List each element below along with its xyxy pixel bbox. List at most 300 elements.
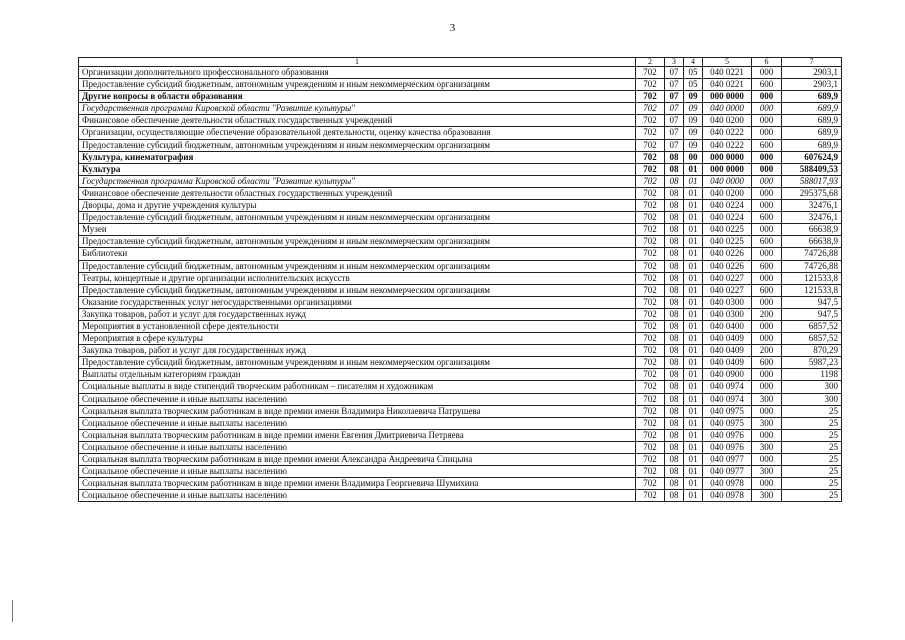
amount-cell: 66638,9 [782, 236, 842, 248]
table-row [79, 127, 842, 139]
table-row [79, 103, 842, 115]
ministry-code-cell: 702 [636, 429, 665, 441]
target-article-cell: 040 0221 [703, 79, 752, 91]
section-code-cell: 08 [665, 369, 684, 381]
expense-type-cell: 000 [752, 200, 782, 212]
expense-type-cell: 600 [752, 212, 782, 224]
section-code-cell: 08 [665, 212, 684, 224]
expense-type-cell: 000 [752, 296, 782, 308]
amount-cell: 6857,52 [782, 320, 842, 332]
ministry-code-cell: 702 [636, 224, 665, 236]
subsection-code-cell: 05 [684, 79, 703, 91]
expense-type-cell: 600 [752, 79, 782, 91]
subsection-code-cell: 01 [684, 272, 703, 284]
amount-cell: 74726,88 [782, 260, 842, 272]
header-cell: 3 [665, 58, 684, 67]
ministry-code-cell: 702 [636, 345, 665, 357]
subsection-code-cell: 01 [684, 248, 703, 260]
header-cell: 6 [752, 58, 782, 67]
table-body [79, 58, 842, 502]
subsection-code-cell: 01 [684, 429, 703, 441]
table-row [79, 187, 842, 199]
row-name-cell: Организации дополнительного профессионального образования [79, 67, 636, 79]
amount-cell: 25 [782, 466, 842, 478]
amount-cell: 121533,8 [782, 284, 842, 296]
section-code-cell: 08 [665, 224, 684, 236]
ministry-code-cell: 702 [636, 308, 665, 320]
subsection-code-cell: 01 [684, 454, 703, 466]
row-name-cell: Социальная выплата творческим работникам в виде премии имени Евгения Дмитриевича Петряева [79, 429, 636, 441]
row-name-cell: Финансовое обеспечение деятельности областных государственных учреждений [79, 187, 636, 199]
table-row [79, 393, 842, 405]
margin-mark [12, 600, 13, 622]
amount-cell: 25 [782, 441, 842, 453]
section-code-cell: 07 [665, 91, 684, 103]
row-name-cell: Мероприятия в сфере культуры [79, 333, 636, 345]
row-name-cell: Социальная выплата творческим работникам в виде премии имени Владимира Георгиевича Шумихина [79, 478, 636, 490]
section-code-cell: 08 [665, 260, 684, 272]
section-code-cell: 08 [665, 163, 684, 175]
target-article-cell: 040 0400 [703, 320, 752, 332]
amount-cell: 588017,93 [782, 175, 842, 187]
subsection-code-cell: 01 [684, 490, 703, 502]
subsection-code-cell: 01 [684, 284, 703, 296]
table-row [79, 163, 842, 175]
section-code-cell: 08 [665, 236, 684, 248]
section-code-cell: 08 [665, 441, 684, 453]
ministry-code-cell: 702 [636, 357, 665, 369]
row-name-cell: Социальная выплата творческим работникам в виде премии имени Владимира Николаевича Патрушева [79, 405, 636, 417]
section-code-cell: 08 [665, 345, 684, 357]
amount-cell: 25 [782, 417, 842, 429]
target-article-cell: 040 0975 [703, 417, 752, 429]
target-article-cell: 040 0222 [703, 127, 752, 139]
expense-type-cell: 000 [752, 187, 782, 199]
ministry-code-cell: 702 [636, 260, 665, 272]
ministry-code-cell: 702 [636, 490, 665, 502]
amount-cell: 689,9 [782, 103, 842, 115]
row-name-cell: Культура, кинематография [79, 151, 636, 163]
ministry-code-cell: 702 [636, 417, 665, 429]
expense-type-cell: 000 [752, 151, 782, 163]
amount-cell: 25 [782, 478, 842, 490]
ministry-code-cell: 702 [636, 103, 665, 115]
expense-type-cell: 000 [752, 429, 782, 441]
ministry-code-cell: 702 [636, 454, 665, 466]
section-code-cell: 08 [665, 200, 684, 212]
table-row [79, 115, 842, 127]
amount-cell: 295375,68 [782, 187, 842, 199]
row-name-cell: Выплаты отдельным категориям граждан [79, 369, 636, 381]
row-name-cell: Другие вопросы в области образования [79, 91, 636, 103]
subsection-code-cell: 01 [684, 163, 703, 175]
target-article-cell: 040 0227 [703, 272, 752, 284]
table-row [79, 175, 842, 187]
expense-type-cell: 300 [752, 490, 782, 502]
table-row [79, 466, 842, 478]
amount-cell: 74726,88 [782, 248, 842, 260]
subsection-code-cell: 09 [684, 103, 703, 115]
amount-cell: 5987,23 [782, 357, 842, 369]
section-code-cell: 08 [665, 490, 684, 502]
amount-cell: 689,9 [782, 91, 842, 103]
amount-cell: 25 [782, 405, 842, 417]
amount-cell: 607624,9 [782, 151, 842, 163]
table-row [79, 151, 842, 163]
section-code-cell: 07 [665, 115, 684, 127]
subsection-code-cell: 01 [684, 236, 703, 248]
target-article-cell: 040 0974 [703, 381, 752, 393]
row-name-cell: Государственная программа Кировской области "Развитие культуры" [79, 103, 636, 115]
target-article-cell: 040 0409 [703, 357, 752, 369]
row-name-cell: Финансовое обеспечение деятельности областных государственных учреждений [79, 115, 636, 127]
ministry-code-cell: 702 [636, 478, 665, 490]
row-name-cell: Социальная выплата творческим работникам в виде премии имени Александра Андреевича Спицына [79, 454, 636, 466]
expense-type-cell: 300 [752, 393, 782, 405]
subsection-code-cell: 01 [684, 441, 703, 453]
amount-cell: 689,9 [782, 139, 842, 151]
target-article-cell: 000 0000 [703, 151, 752, 163]
row-name-cell: Предоставление субсидий бюджетным, автономным учреждениям и иным некоммерческим организациям [79, 212, 636, 224]
table-row [79, 260, 842, 272]
amount-cell: 32476,1 [782, 212, 842, 224]
target-article-cell: 040 0977 [703, 466, 752, 478]
row-name-cell: Предоставление субсидий бюджетным, автономным учреждениям и иным некоммерческим организациям [79, 139, 636, 151]
amount-cell: 947,5 [782, 308, 842, 320]
subsection-code-cell: 01 [684, 187, 703, 199]
table-row [79, 248, 842, 260]
table-row [79, 91, 842, 103]
target-article-cell: 040 0976 [703, 441, 752, 453]
table-row [79, 236, 842, 248]
ministry-code-cell: 702 [636, 248, 665, 260]
subsection-code-cell: 01 [684, 320, 703, 332]
row-name-cell: Оказание государственных услуг негосударственными организациями [79, 296, 636, 308]
target-article-cell: 000 0000 [703, 91, 752, 103]
expense-type-cell: 000 [752, 103, 782, 115]
amount-cell: 25 [782, 429, 842, 441]
section-code-cell: 07 [665, 127, 684, 139]
section-code-cell: 08 [665, 381, 684, 393]
expense-type-cell: 000 [752, 454, 782, 466]
row-name-cell: Предоставление субсидий бюджетным, автономным учреждениям и иным некоммерческим организациям [79, 236, 636, 248]
expense-type-cell: 000 [752, 224, 782, 236]
table-row [79, 441, 842, 453]
table-row [79, 308, 842, 320]
target-article-cell: 000 0000 [703, 163, 752, 175]
target-article-cell: 040 0224 [703, 212, 752, 224]
subsection-code-cell: 01 [684, 212, 703, 224]
ministry-code-cell: 702 [636, 441, 665, 453]
target-article-cell: 040 0409 [703, 333, 752, 345]
subsection-code-cell: 01 [684, 466, 703, 478]
target-article-cell: 040 0221 [703, 67, 752, 79]
expense-type-cell: 000 [752, 478, 782, 490]
expense-type-cell: 600 [752, 357, 782, 369]
target-article-cell: 040 0000 [703, 175, 752, 187]
section-code-cell: 08 [665, 466, 684, 478]
expense-type-cell: 000 [752, 405, 782, 417]
expense-type-cell: 600 [752, 284, 782, 296]
ministry-code-cell: 702 [636, 151, 665, 163]
row-name-cell: Социальное обеспечение и иные выплаты населению [79, 466, 636, 478]
table-row [79, 478, 842, 490]
subsection-code-cell: 01 [684, 417, 703, 429]
ministry-code-cell: 702 [636, 405, 665, 417]
amount-cell: 25 [782, 454, 842, 466]
target-article-cell: 040 0200 [703, 187, 752, 199]
amount-cell: 689,9 [782, 115, 842, 127]
row-name-cell: Социальное обеспечение и иные выплаты населению [79, 393, 636, 405]
amount-cell: 32476,1 [782, 200, 842, 212]
ministry-code-cell: 702 [636, 139, 665, 151]
table-row [79, 79, 842, 91]
ministry-code-cell: 702 [636, 381, 665, 393]
expense-type-cell: 300 [752, 466, 782, 478]
target-article-cell: 040 0226 [703, 260, 752, 272]
ministry-code-cell: 702 [636, 91, 665, 103]
section-code-cell: 07 [665, 103, 684, 115]
table-row [79, 284, 842, 296]
target-article-cell: 040 0226 [703, 248, 752, 260]
amount-cell: 2903,1 [782, 79, 842, 91]
subsection-code-cell: 09 [684, 91, 703, 103]
row-name-cell: Предоставление субсидий бюджетным, автономным учреждениям и иным некоммерческим организациям [79, 284, 636, 296]
section-code-cell: 08 [665, 175, 684, 187]
subsection-code-cell: 09 [684, 115, 703, 127]
page-number: 3 [449, 22, 456, 34]
section-code-cell: 08 [665, 393, 684, 405]
table-header-row [79, 58, 842, 67]
ministry-code-cell: 702 [636, 79, 665, 91]
section-code-cell: 07 [665, 139, 684, 151]
target-article-cell: 040 0978 [703, 478, 752, 490]
table-row [79, 333, 842, 345]
amount-cell: 300 [782, 381, 842, 393]
section-code-cell: 08 [665, 454, 684, 466]
table-row [79, 272, 842, 284]
table-row [79, 405, 842, 417]
section-code-cell: 08 [665, 357, 684, 369]
ministry-code-cell: 702 [636, 466, 665, 478]
row-name-cell: Мероприятия в установленной сфере деятельности [79, 320, 636, 332]
target-article-cell: 040 0300 [703, 296, 752, 308]
ministry-code-cell: 702 [636, 163, 665, 175]
row-name-cell: Предоставление субсидий бюджетным, автономным учреждениям и иным некоммерческим организациям [79, 260, 636, 272]
row-name-cell: Закупка товаров, работ и услуг для государственных нужд [79, 345, 636, 357]
expense-type-cell: 600 [752, 139, 782, 151]
subsection-code-cell: 01 [684, 224, 703, 236]
section-code-cell: 08 [665, 248, 684, 260]
subsection-code-cell: 01 [684, 200, 703, 212]
expense-type-cell: 000 [752, 163, 782, 175]
amount-cell: 2903,1 [782, 67, 842, 79]
target-article-cell: 040 0409 [703, 345, 752, 357]
section-code-cell: 08 [665, 296, 684, 308]
amount-cell: 947,5 [782, 296, 842, 308]
target-article-cell: 040 0900 [703, 369, 752, 381]
ministry-code-cell: 702 [636, 272, 665, 284]
header-cell: 4 [684, 58, 703, 67]
expense-type-cell: 300 [752, 441, 782, 453]
subsection-code-cell: 00 [684, 151, 703, 163]
row-name-cell: Культура [79, 163, 636, 175]
table-row [79, 224, 842, 236]
ministry-code-cell: 702 [636, 296, 665, 308]
amount-cell: 300 [782, 393, 842, 405]
expense-type-cell: 000 [752, 175, 782, 187]
table-row [79, 429, 842, 441]
target-article-cell: 040 0225 [703, 236, 752, 248]
ministry-code-cell: 702 [636, 127, 665, 139]
expense-type-cell: 600 [752, 260, 782, 272]
expense-type-cell: 200 [752, 308, 782, 320]
target-article-cell: 040 0977 [703, 454, 752, 466]
amount-cell: 6857,52 [782, 333, 842, 345]
budget-table [78, 57, 842, 502]
expense-type-cell: 000 [752, 381, 782, 393]
section-code-cell: 07 [665, 67, 684, 79]
expense-type-cell: 200 [752, 345, 782, 357]
table-row [79, 357, 842, 369]
ministry-code-cell: 702 [636, 284, 665, 296]
subsection-code-cell: 09 [684, 127, 703, 139]
row-name-cell: Государственная программа Кировской области "Развитие культуры" [79, 175, 636, 187]
target-article-cell: 040 0978 [703, 490, 752, 502]
expense-type-cell: 000 [752, 67, 782, 79]
expense-type-cell: 000 [752, 115, 782, 127]
target-article-cell: 040 0976 [703, 429, 752, 441]
table-row [79, 454, 842, 466]
section-code-cell: 08 [665, 272, 684, 284]
header-cell: 7 [782, 58, 842, 67]
target-article-cell: 040 0222 [703, 139, 752, 151]
row-name-cell: Дворцы, дома и другие учреждения культуры [79, 200, 636, 212]
subsection-code-cell: 01 [684, 175, 703, 187]
subsection-code-cell: 05 [684, 67, 703, 79]
section-code-cell: 08 [665, 320, 684, 332]
ministry-code-cell: 702 [636, 187, 665, 199]
subsection-code-cell: 01 [684, 357, 703, 369]
section-code-cell: 08 [665, 417, 684, 429]
amount-cell: 588409,53 [782, 163, 842, 175]
row-name-cell: Закупка товаров, работ и услуг для государственных нужд [79, 308, 636, 320]
expense-type-cell: 000 [752, 272, 782, 284]
amount-cell: 121533,8 [782, 272, 842, 284]
section-code-cell: 08 [665, 284, 684, 296]
target-article-cell: 040 0200 [703, 115, 752, 127]
subsection-code-cell: 01 [684, 369, 703, 381]
section-code-cell: 08 [665, 151, 684, 163]
expense-type-cell: 000 [752, 248, 782, 260]
amount-cell: 689,9 [782, 127, 842, 139]
target-article-cell: 040 0974 [703, 393, 752, 405]
row-name-cell: Предоставление субсидий бюджетным, автономным учреждениям и иным некоммерческим организациям [79, 79, 636, 91]
table-row [79, 200, 842, 212]
table-row [79, 381, 842, 393]
ministry-code-cell: 702 [636, 369, 665, 381]
target-article-cell: 040 0224 [703, 200, 752, 212]
row-name-cell: Музеи [79, 224, 636, 236]
amount-cell: 1198 [782, 369, 842, 381]
section-code-cell: 07 [665, 79, 684, 91]
expense-type-cell: 000 [752, 320, 782, 332]
header-cell: 1 [79, 58, 636, 67]
section-code-cell: 08 [665, 429, 684, 441]
row-name-cell: Социальное обеспечение и иные выплаты населению [79, 417, 636, 429]
row-name-cell: Социальное обеспечение и иные выплаты населению [79, 441, 636, 453]
section-code-cell: 08 [665, 187, 684, 199]
subsection-code-cell: 01 [684, 296, 703, 308]
subsection-code-cell: 01 [684, 478, 703, 490]
row-name-cell: Предоставление субсидий бюджетным, автономным учреждениям и иным некоммерческим организациям [79, 357, 636, 369]
header-cell: 2 [636, 58, 665, 67]
table-row [79, 212, 842, 224]
ministry-code-cell: 702 [636, 212, 665, 224]
section-code-cell: 08 [665, 478, 684, 490]
target-article-cell: 040 0227 [703, 284, 752, 296]
subsection-code-cell: 01 [684, 260, 703, 272]
subsection-code-cell: 01 [684, 405, 703, 417]
expense-type-cell: 300 [752, 417, 782, 429]
subsection-code-cell: 01 [684, 345, 703, 357]
table-row [79, 369, 842, 381]
target-article-cell: 040 0975 [703, 405, 752, 417]
ministry-code-cell: 702 [636, 393, 665, 405]
row-name-cell: Библиотеки [79, 248, 636, 260]
expense-type-cell: 000 [752, 91, 782, 103]
ministry-code-cell: 702 [636, 236, 665, 248]
amount-cell: 66638,9 [782, 224, 842, 236]
subsection-code-cell: 01 [684, 381, 703, 393]
subsection-code-cell: 01 [684, 308, 703, 320]
target-article-cell: 040 0300 [703, 308, 752, 320]
row-name-cell: Театры, концертные и другие организации исполнительских искусств [79, 272, 636, 284]
table-row [79, 320, 842, 332]
amount-cell: 25 [782, 490, 842, 502]
section-code-cell: 08 [665, 333, 684, 345]
table-row [79, 67, 842, 79]
subsection-code-cell: 01 [684, 393, 703, 405]
ministry-code-cell: 702 [636, 320, 665, 332]
section-code-cell: 08 [665, 405, 684, 417]
ministry-code-cell: 702 [636, 115, 665, 127]
table-row [79, 417, 842, 429]
ministry-code-cell: 702 [636, 333, 665, 345]
expense-type-cell: 000 [752, 369, 782, 381]
ministry-code-cell: 702 [636, 175, 665, 187]
amount-cell: 870,29 [782, 345, 842, 357]
target-article-cell: 040 0000 [703, 103, 752, 115]
row-name-cell: Социальные выплаты в виде стипендий творческим работникам – писателям и художникам [79, 381, 636, 393]
table-row [79, 139, 842, 151]
table-row [79, 296, 842, 308]
table-row [79, 490, 842, 502]
ministry-code-cell: 702 [636, 67, 665, 79]
row-name-cell: Социальное обеспечение и иные выплаты населению [79, 490, 636, 502]
subsection-code-cell: 09 [684, 139, 703, 151]
ministry-code-cell: 702 [636, 200, 665, 212]
table-row [79, 345, 842, 357]
subsection-code-cell: 01 [684, 333, 703, 345]
expense-type-cell: 000 [752, 127, 782, 139]
header-cell: 5 [703, 58, 752, 67]
expense-type-cell: 000 [752, 333, 782, 345]
expense-type-cell: 600 [752, 236, 782, 248]
target-article-cell: 040 0225 [703, 224, 752, 236]
section-code-cell: 08 [665, 308, 684, 320]
row-name-cell: Организации, осуществляющие обеспечение образовательной деятельности, оценку качества образования [79, 127, 636, 139]
